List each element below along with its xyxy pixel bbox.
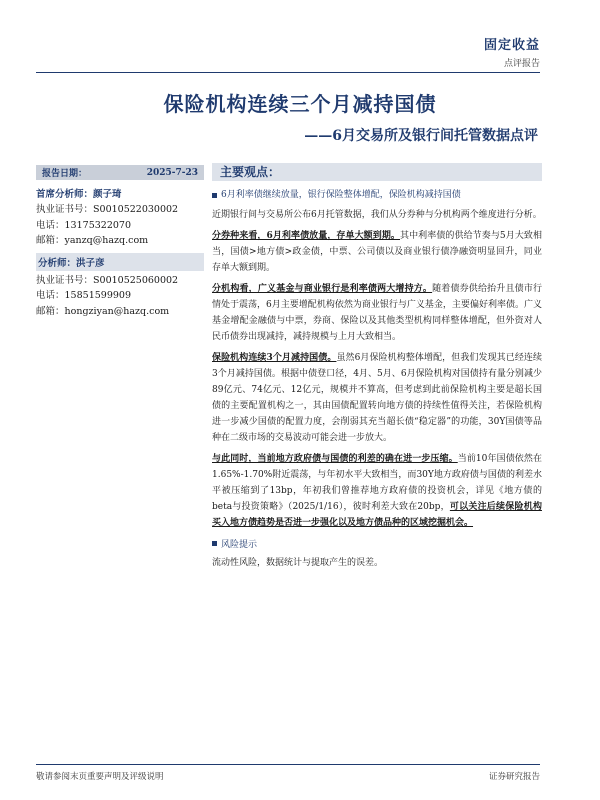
analyst-heading — [36, 253, 204, 271]
footer-disclaimer[interactable]: 敬请参阅末页重要声明及评级说明 — [36, 772, 164, 782]
chief-cert-label: 执业证书号： — [36, 204, 94, 215]
footer-divider — [36, 764, 540, 765]
report-header — [484, 34, 540, 69]
report-category: 固定收益 — [483, 38, 540, 53]
analyst-name: 洪子彦 — [76, 257, 105, 269]
paragraph-insurance — [212, 350, 542, 446]
report-date-bar — [36, 165, 204, 180]
paragraph-spread — [212, 451, 542, 531]
square-bullet-icon — [212, 541, 217, 546]
key-bullet-text: 6月利率债继续放量，银行保险整体增配，保险机构减持国债 — [221, 190, 461, 200]
analyst-role: 分析师： — [38, 257, 77, 269]
paragraph-insurance-lead: 保险机构连续3个月减持国债。 — [212, 353, 337, 363]
chief-email-value[interactable]: yanzq@hazq.com — [64, 235, 149, 246]
chief-email-label: 邮箱： — [36, 235, 65, 246]
chief-analyst-role: 首席分析师： — [36, 189, 94, 200]
sidebar — [36, 165, 204, 319]
paragraph-by-institution — [212, 281, 542, 345]
chief-analyst-name: 颜子琦 — [93, 189, 122, 200]
chief-cert-row — [36, 202, 204, 218]
analyst-cert-row — [36, 273, 204, 289]
risk-text: 流动性风险，数据统计与提取产生的误差。 — [212, 558, 384, 568]
chief-phone-row — [36, 218, 204, 234]
analyst-email-row — [36, 304, 204, 320]
intro-paragraph: 近期银行间与交易所公布6月托管数据，我们从分券种与分机构两个维度进行分析。 — [212, 210, 542, 220]
chief-cert-value: S0010522030002 — [93, 204, 179, 215]
analyst-email-value[interactable]: hongziyan@hazq.com — [64, 305, 170, 317]
analyst-phone-value: 15851599909 — [64, 290, 132, 301]
risk-heading — [212, 537, 542, 550]
analyst-cert-label: 执业证书号： — [36, 274, 94, 286]
paragraph-by-institution-text: 随着债券供给抬升且债市行情处于震荡，6月主要增配机构依然为商业银行与广义基金，主要偏好利率债。广义基金增配金融债与中票，券商、保险以及其他类型机构同样整体增配，但外资对人民币债券出现减持，减持规模与上月大致相当。 — [212, 284, 542, 342]
chief-email-row — [36, 233, 204, 249]
header-divider — [36, 72, 540, 73]
paragraph-by-instrument-lead: 分券种来看，6月利率债放量，存单大额到期。 — [212, 231, 401, 241]
paragraph-spread-lead: 与此同时，当前地方政府债与国债的利差的确在进一步压缩。 — [212, 454, 458, 464]
key-bullet — [212, 189, 542, 202]
report-type: 点评报告 — [503, 59, 540, 69]
paragraph-by-instrument-text: 其中利率债的供给节奏与5月大致相当，国债>地方债>政金债，中票、公司债以及商业银行债净融资明显回升，同业存单大额到期。 — [212, 231, 542, 273]
chief-phone-value: 13175322070 — [64, 219, 132, 231]
paragraph-by-institution-lead: 分机构看，广义基金与商业银行是利率债两大增持方。 — [212, 284, 433, 294]
page-subtitle: ——6月交易所及银行间托管数据点评 — [304, 128, 538, 144]
chief-analyst-heading — [36, 186, 204, 200]
page-title: 保险机构连续三个月减持国债 — [163, 92, 437, 116]
paragraph-spread-highlight: 可以关注后续保险机构买入地方债趋势是否进一步强化以及地方债品种的区域挖掘机会。 — [212, 502, 542, 528]
square-bullet-icon — [212, 193, 217, 198]
report-date-label: 报告日期： — [42, 169, 88, 179]
paragraph-insurance-text: 虽然6月保险机构整体增配，但我们发现其已经连续3个月减持国债。根据中债登口径，4月、5月、6月保险机构对国债持有量分别减少89亿元、74亿元、12亿元，规模并不算高，但考虑到此前保险机构主要是超长国债的主要配置机构之一，其由国债配置转向地方债的持续性值得关注，若保险机构进一步减少国债的配置力度，会削弱其充当超长债“稳定器”的功能，30Y国债等品种在二级市场的交易波动可能会进一步放大。 — [212, 353, 542, 443]
analyst-phone-row — [36, 288, 204, 304]
analyst-cert-value: S0010525060002 — [93, 274, 179, 286]
main-content — [212, 163, 542, 571]
section-title: 主要观点： — [212, 163, 542, 181]
footer-label: 证券研究报告 — [488, 772, 540, 782]
paragraph-by-instrument — [212, 228, 542, 276]
analyst-phone-label: 电话： — [36, 290, 65, 301]
analyst-email-label: 邮箱： — [36, 305, 65, 317]
report-date-value: 2025-7-23 — [146, 167, 198, 178]
chief-phone-label: 电话： — [36, 219, 65, 231]
paragraph-spread-text: 当前10年国债依然在1.65%-1.70%附近震荡，与年初水平大致相当，而30Y地方政府债与国债的利差水平被压缩到了13bp，年初我们曾推荐地方政府债的投资机会，详见《地方债的beta与投资策略》（2025/1/16），彼时利差大致在20bp， — [212, 454, 542, 512]
risk-title: 风险提示 — [221, 540, 258, 550]
